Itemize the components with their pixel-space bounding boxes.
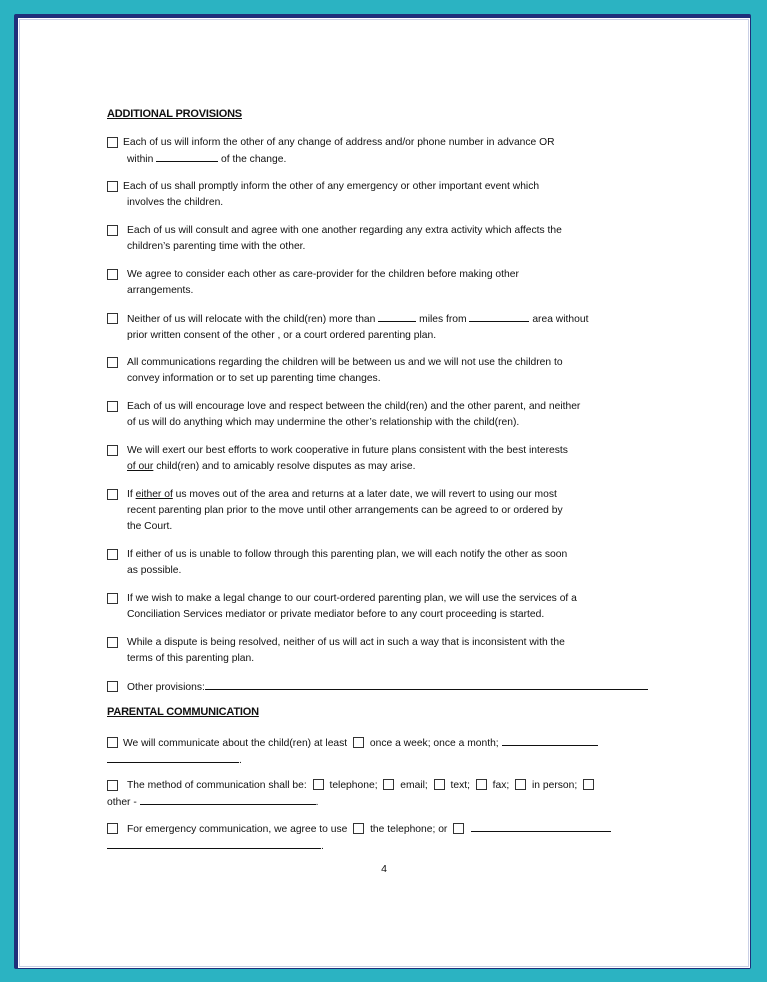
provision-text: terms of this parenting plan. (127, 653, 255, 664)
blank-line[interactable] (156, 151, 218, 162)
provision-item (107, 267, 677, 299)
provision-text: While a dispute is being resolved, neither of us will act in such a way that is inconsistent with the (127, 637, 565, 648)
provision-text: within (127, 154, 157, 165)
blank-line[interactable] (378, 311, 416, 322)
communication-method-item (107, 778, 677, 811)
provision-item (107, 179, 677, 211)
provision-checkbox[interactable] (107, 269, 118, 280)
provision-text: as possible. (127, 565, 182, 576)
emergency-communication-item (107, 821, 677, 855)
once-a-week-checkbox[interactable] (353, 737, 364, 748)
provision-checkbox[interactable] (107, 637, 118, 648)
communication-checkbox[interactable] (107, 823, 118, 834)
document-page (18, 18, 750, 968)
provision-text: of our (127, 461, 154, 472)
blank-line[interactable] (107, 752, 239, 763)
provision-item (107, 399, 677, 431)
emergency-telephone-checkbox[interactable] (353, 823, 364, 834)
provision-text: Other provisions: (127, 682, 205, 693)
fax-checkbox[interactable] (476, 779, 487, 790)
provision-text: recent parenting plan prior to the move until other arrangements can be agreed to or ordered by (127, 505, 563, 516)
provision-text: fax; (489, 780, 513, 791)
provision-text: For emergency communication, we agree to use (127, 824, 351, 835)
provision-checkbox[interactable] (107, 549, 118, 560)
provision-text: We will communicate about the child(ren) at least (123, 738, 351, 749)
provision-item (107, 223, 677, 255)
provision-text: Each of us will inform the other of any change of address and/or phone number in advance OR (123, 137, 555, 148)
provision-text: us moves out of the area and returns at a later date, we will revert to using our most (172, 489, 557, 500)
provision-checkbox[interactable] (107, 357, 118, 368)
provision-item (107, 547, 677, 579)
blank-line[interactable] (469, 311, 529, 322)
provision-text: convey information or to set up parenting time changes. (127, 373, 381, 384)
provision-checkbox[interactable] (107, 225, 118, 236)
blank-line[interactable] (140, 794, 316, 805)
provision-text: We agree to consider each other as care-provider for the children before making other (127, 269, 519, 280)
provision-text: the Court. (127, 521, 173, 532)
in-person-checkbox[interactable] (515, 779, 526, 790)
provision-text: child(ren) and to amicably resolve disputes as may arise. (153, 461, 416, 472)
section-heading-parental-communication: PARENTAL COMMUNICATION (107, 706, 259, 718)
provision-text: in person; (529, 780, 581, 791)
provision-text: If we wish to make a legal change to our court-ordered parenting plan, we will use the services of a (127, 593, 577, 604)
provision-text: children’s parenting time with the other. (127, 241, 306, 252)
blank-line[interactable] (107, 838, 321, 849)
provision-text: telephone; (326, 780, 381, 791)
provision-item (107, 487, 677, 535)
provision-text: All communications regarding the children will be between us and we will not use the children to (127, 357, 563, 368)
blank-line[interactable] (471, 821, 611, 832)
provision-checkbox[interactable] (107, 681, 118, 692)
provision-checkbox[interactable] (107, 489, 118, 500)
provision-item (107, 135, 677, 168)
provision-text: other - (107, 797, 140, 808)
blank-line[interactable] (502, 735, 598, 746)
provision-text: Conciliation Services mediator or private mediator before to any court proceeding is started. (127, 609, 545, 620)
provision-text: Each of us will consult and agree with one another regarding any extra activity which affects the (127, 225, 562, 236)
provision-text: . (315, 797, 319, 808)
provision-text: of the change. (218, 154, 287, 165)
provision-text: prior written consent of the other , or a court ordered parenting plan. (127, 330, 437, 341)
provision-text: once a week; once a month; (367, 738, 502, 749)
provision-text: If either of us is unable to follow through this parenting plan, we will each notify the other as soon (127, 549, 568, 560)
provision-text: The method of communication shall be: (127, 780, 310, 791)
provision-checkbox[interactable] (107, 593, 118, 604)
provision-text: miles from (416, 314, 470, 325)
provision-text: involves the children. (127, 197, 224, 208)
provision-checkbox[interactable] (107, 401, 118, 412)
provision-checkbox[interactable] (107, 445, 118, 456)
provision-text: the telephone; or (367, 824, 451, 835)
provision-text: Each of us will encourage love and respect between the child(ren) and the other parent, and neither (127, 401, 581, 412)
page-number: 4 (381, 863, 387, 875)
provision-text: If (127, 489, 136, 500)
provision-text: Each of us shall promptly inform the other of any emergency or other important event which (123, 181, 540, 192)
provision-item (107, 591, 677, 623)
provision-text: email; (397, 780, 431, 791)
blank-line[interactable] (205, 679, 648, 690)
provision-item (107, 355, 677, 387)
provision-text: arrangements. (127, 285, 194, 296)
other-provisions-item (107, 679, 677, 696)
text-checkbox[interactable] (434, 779, 445, 790)
other-method-checkbox[interactable] (583, 779, 594, 790)
provision-checkbox[interactable] (107, 313, 118, 324)
communication-checkbox[interactable] (107, 780, 118, 791)
provision-item (107, 635, 677, 667)
provision-item (107, 311, 677, 344)
section-heading-additional-provisions: ADDITIONAL PROVISIONS (107, 108, 242, 120)
provision-text: We will exert our best efforts to work cooperative in future plans consistent with the best interests (127, 445, 568, 456)
provision-text: . (239, 755, 242, 766)
provision-text: of us will do anything which may undermine the other’s relationship with the child(ren). (127, 417, 520, 428)
provision-text: area without (529, 314, 589, 325)
telephone-checkbox[interactable] (313, 779, 324, 790)
email-checkbox[interactable] (383, 779, 394, 790)
provision-text: Neither of us will relocate with the child(ren) more than (127, 314, 379, 325)
provision-checkbox[interactable] (107, 137, 118, 148)
provision-text: either of (135, 489, 173, 500)
provision-text: text; (447, 780, 473, 791)
provision-item (107, 443, 677, 475)
communication-checkbox[interactable] (107, 737, 118, 748)
communication-frequency-item (107, 735, 677, 769)
emergency-other-checkbox[interactable] (453, 823, 464, 834)
provision-checkbox[interactable] (107, 181, 118, 192)
provision-text: . (321, 841, 324, 852)
